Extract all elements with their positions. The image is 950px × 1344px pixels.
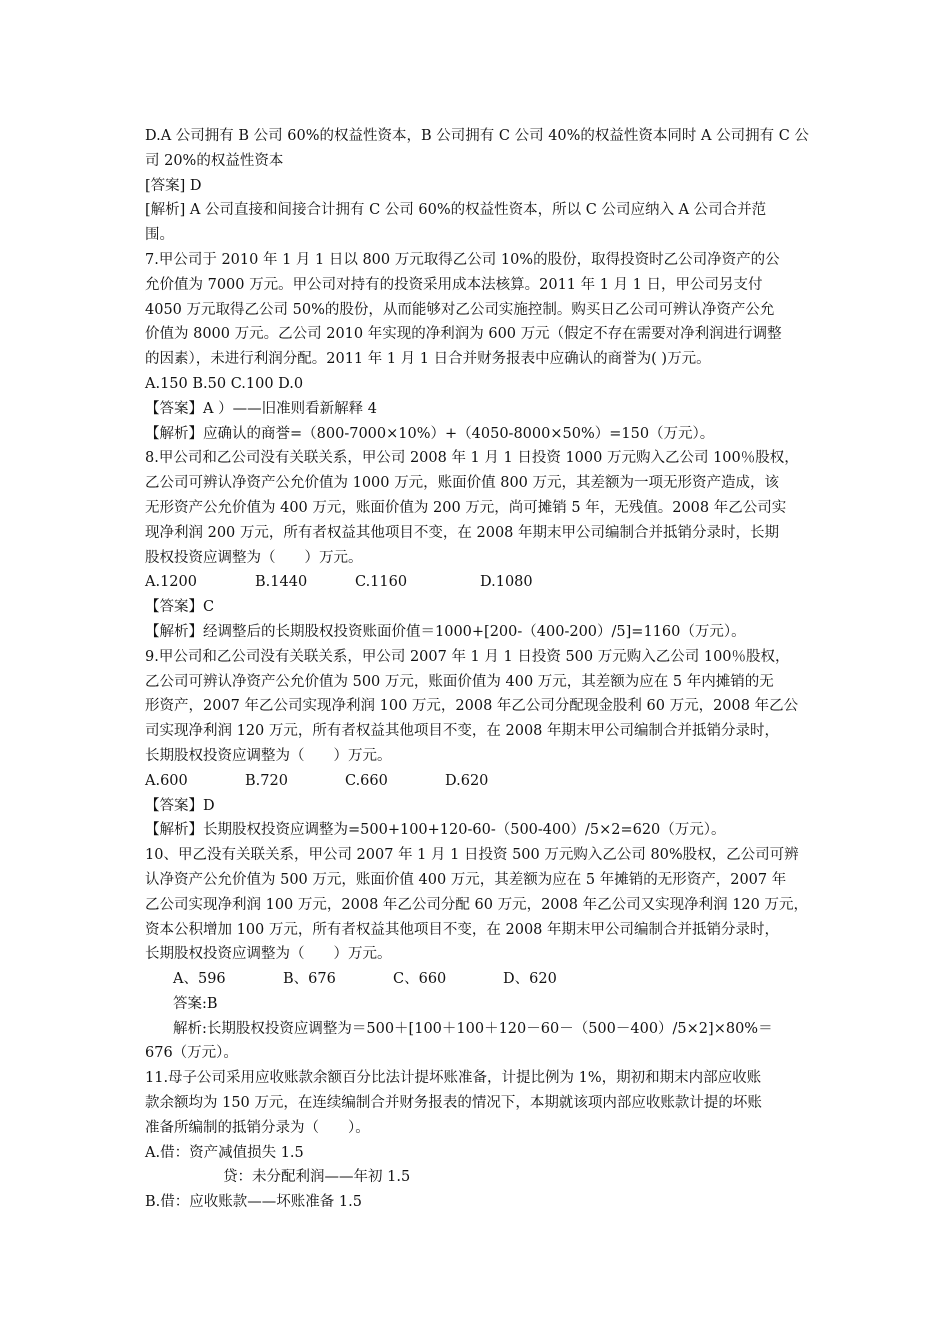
text-line: 乙公司可辨认净资产公允价值为 500 万元，账面价值为 400 万元，其差额为应在 5 年内摊销的无 — [145, 673, 774, 690]
text-line: 资本公积增加 100 万元，所有者权益其他项目不变，在 2008 年期末甲公司编制合并抵销分录时， — [145, 921, 780, 938]
text-line: 认净资产公允价值为 500 万元，账面价值 400 万元，其差额为应在 5 年摊销的无形资产，2007 年 — [145, 871, 787, 888]
text-line: 允价值为 7000 万元。甲公司对持有的投资采用成本法核算。2011 年 1 月 1 日，甲公司另支付 — [145, 276, 763, 293]
text-line: D.A 公司拥有 B 公司 60%的权益性资本，B 公司拥有 C 公司 40%的权益性资本同时 A 公司拥有 C 公 — [145, 128, 809, 144]
answer-line: 【答案】A ）——旧准则看新解释 4 — [145, 400, 377, 417]
analysis-line: 【解析】长期股权投资应调整为=500+100+120-60-（500-400）/5×2=620（万元）。 — [145, 822, 726, 839]
analysis-line: 解析:长期股权投资应调整为＝500＋[100＋100＋120－60－（500－400）/5×2]×80%＝ — [173, 1020, 773, 1037]
options-line: A.150 B.50 C.100 D.0 — [145, 375, 304, 392]
question-7: 7.甲公司于 2010 年 1 月 1 日以 800 万元取得乙公司 10%的股份，取得投资时乙公司净资产的公 — [145, 251, 780, 268]
text-line: 长期股权投资应调整为（ ）万元。 — [145, 946, 392, 963]
option-b-entry: B.借：应收账款——坏账准备 1.5 — [145, 1194, 362, 1211]
option-c: C.1160 — [355, 574, 408, 591]
question-9: 9.甲公司和乙公司没有关联关系，甲公司 2007 年 1 月 1 日投资 500 万元购入乙公司 100％股权， — [145, 648, 790, 665]
option-b: B、676 — [283, 971, 336, 988]
analysis-line: [解析] A 公司直接和间接合计拥有 C 公司 60%的权益性资本，所以 C 公司应纳入 A 公司合并范 — [145, 202, 767, 219]
question-8: 8.甲公司和乙公司没有关联关系，甲公司 2008 年 1 月 1 日投资 1000 万元购入乙公司 100％股权， — [145, 450, 799, 467]
option-b: B.720 — [245, 772, 288, 789]
text-line: 长期股权投资应调整为（ ）万元。 — [145, 747, 392, 764]
option-d: D、620 — [503, 971, 557, 988]
options-line — [145, 769, 835, 794]
question-11: 11.母子公司采用应收账款余额百分比法计提坏账准备，计提比例为 1%，期初和期末内部应收账 — [145, 1070, 762, 1087]
question-10: 10、甲乙没有关联关系，甲公司 2007 年 1 月 1 日投资 500 万元购入乙公司 80%股权，乙公司可辨 — [145, 847, 799, 864]
text-line: 乙公司实现净利润 100 万元，2008 年乙公司分配 60 万元，2008 年乙公司又实现净利润 120 万元， — [145, 896, 808, 913]
text-line: 乙公司可辨认净资产公允价值为 1000 万元，账面价值 800 万元，其差额为一项无形资产造成，该 — [145, 475, 780, 492]
credit-entry: 贷：未分配利润——年初 1.5 — [223, 1169, 411, 1186]
text-line: 形资产，2007 年乙公司实现净利润 100 万元，2008 年乙公司分配现金股利 60 万元，2008 年乙公 — [145, 698, 799, 715]
analysis-line: 【解析】应确认的商誉=（800-7000×10%）+（4050-8000×50%）=150（万元）。 — [145, 425, 715, 442]
text-line: 款余额均为 150 万元，在连续编制合并财务报表的情况下，本期就该项内部应收账款计提的坏账 — [145, 1095, 762, 1112]
text-line: 围。 — [145, 227, 174, 244]
text-line: 的因素），未进行利润分配。2011 年 1 月 1 日合并财务报表中应确认的商誉为( )万元。 — [145, 351, 711, 368]
text-line: 司实现净利润 120 万元，所有者权益其他项目不变，在 2008 年期末甲公司编制合并抵销分录时， — [145, 723, 780, 740]
option-a: A.600 — [145, 772, 188, 789]
option-a: A.1200 — [145, 574, 197, 591]
text-line: 4050 万元取得乙公司 50%的股份，从而能够对乙公司实施控制。购买日乙公司可辨认净资产公允 — [145, 301, 775, 318]
option-c: C、660 — [393, 971, 447, 988]
document-page — [145, 124, 835, 1215]
option-a: A、596 — [173, 971, 226, 988]
text-line: 价值为 8000 万元。乙公司 2010 年实现的净利润为 600 万元（假定不存在需要对净利润进行调整 — [145, 326, 782, 343]
text-line: 676（万元）。 — [145, 1045, 238, 1062]
analysis-line: 【解析】经调整后的长期股权投资账面价值＝1000+[200-（400-200）/5]=1160（万元）。 — [145, 623, 746, 640]
option-c: C.660 — [345, 772, 388, 789]
options-line — [145, 570, 835, 595]
answer-line: 【答案】C — [145, 599, 215, 616]
text-line: 司 20%的权益性资本 — [145, 152, 284, 169]
answer-line: [答案] D — [145, 177, 202, 194]
option-d: D.620 — [445, 772, 489, 789]
answer-line: 【答案】D — [145, 797, 215, 814]
text-line: 现净利润 200 万元，所有者权益其他项目不变，在 2008 年期末甲公司编制合并抵销分录时，长期 — [145, 524, 780, 541]
option-b: B.1440 — [255, 574, 308, 591]
answer-line: 答案:B — [173, 995, 218, 1012]
text-line: 准备所编制的抵销分录为（ ）。 — [145, 1119, 370, 1136]
option-a-entry: A.借：资产减值损失 1.5 — [145, 1144, 304, 1161]
text-line: 股权投资应调整为（ ）万元。 — [145, 549, 363, 566]
options-line — [145, 967, 835, 992]
text-line: 无形资产公允价值为 400 万元，账面价值为 200 万元，尚可摊销 5 年，无残值。2008 年乙公司实 — [145, 499, 787, 516]
option-d: D.1080 — [480, 574, 533, 591]
